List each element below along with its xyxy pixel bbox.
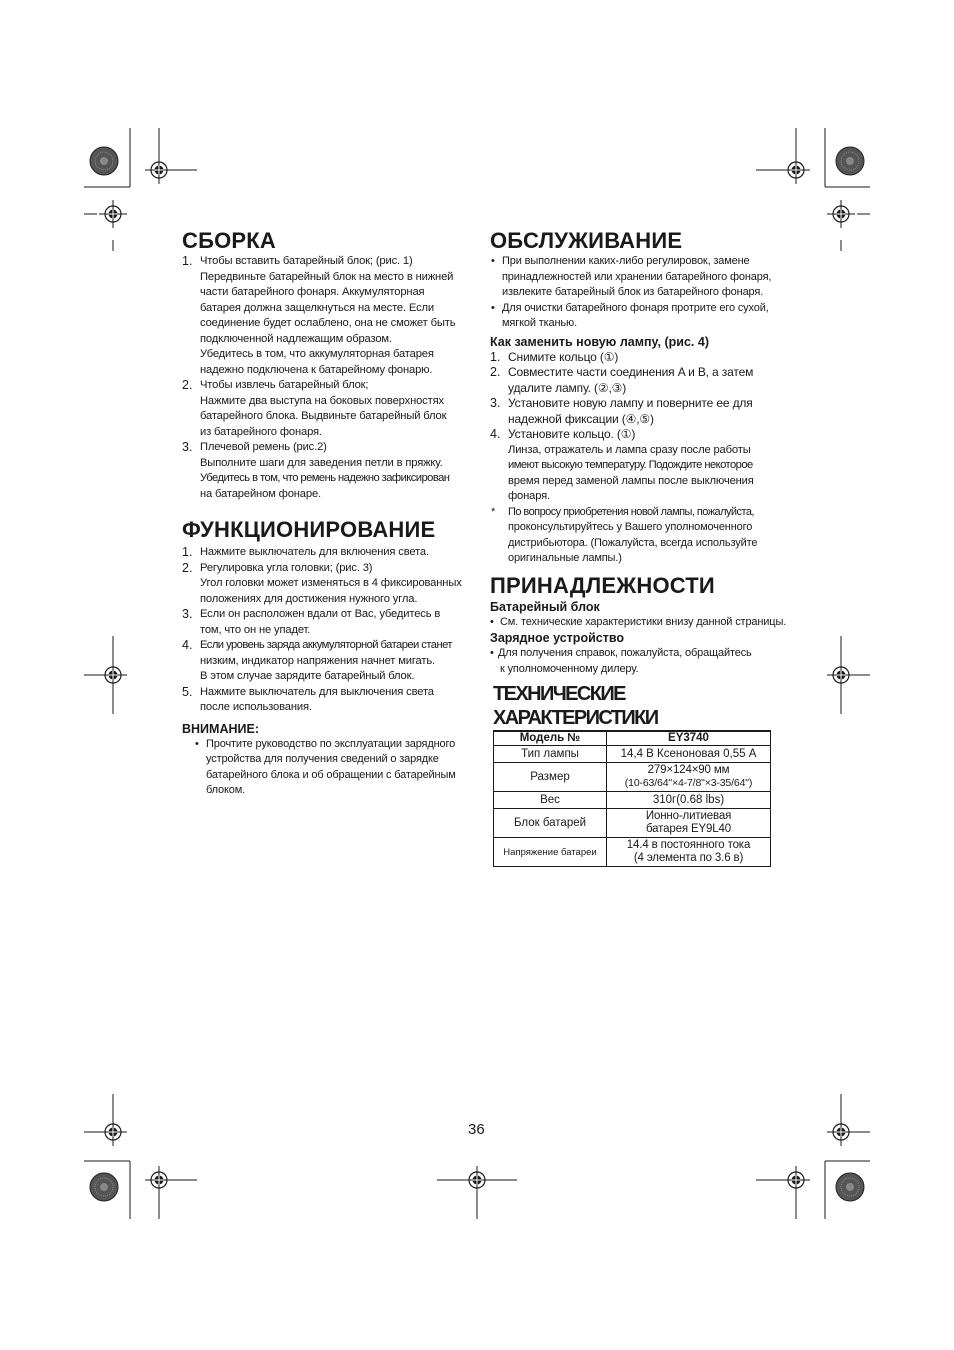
- text-line: Для очистки батарейного фонаря протрите его сухой,: [502, 301, 769, 314]
- text-line: блоком.: [206, 784, 246, 796]
- lamp-note-item: [490, 505, 776, 567]
- text-line: фонаря.: [508, 490, 551, 502]
- lamp-step-2: [490, 365, 776, 396]
- text-line: устройства для получения сведений о зарядке: [206, 753, 439, 765]
- text-line: Чтобы извлечь батарейный блок;: [200, 379, 369, 391]
- maintenance-bullets: [490, 254, 776, 332]
- text-line: из батарейного фонаря.: [200, 425, 322, 438]
- page-number: 36: [468, 1121, 485, 1138]
- text-line: Нажмите выключатель для включения света.: [200, 546, 429, 558]
- spec-value: [607, 792, 771, 809]
- text-line: дистрибьютора. (Пожалуйста, всегда используйте: [508, 536, 758, 549]
- text-line: принадлежностей или хранении батарейного фонаря,: [502, 270, 772, 283]
- text-line: мягкой тканью.: [502, 317, 578, 329]
- item-number: 2.: [490, 365, 501, 379]
- text-line: удалите лампу. (②,③): [508, 380, 627, 395]
- item-number: 3.: [182, 440, 193, 454]
- maintenance-bullet-2: [490, 301, 776, 332]
- item-number: 3.: [490, 396, 501, 410]
- spec-value-line: 279×124×90 мм: [647, 764, 730, 776]
- text-line: Плечевой ремень (рис.2): [200, 441, 327, 453]
- text-line: части батарейного фонаря. Аккумуляторная: [200, 286, 425, 298]
- item-number: 3.: [182, 607, 193, 621]
- item-number: 5.: [182, 684, 193, 699]
- asterisk-icon: *: [491, 505, 496, 518]
- specifications-table: [493, 730, 771, 867]
- text-line: Если уровень заряда аккумуляторной батареи станет: [200, 639, 452, 651]
- table-row: [494, 792, 771, 809]
- lamp-replacement-title: Как заменить новую лампу, (рис. 4): [490, 334, 709, 349]
- assembly-list: [182, 254, 468, 502]
- spec-label: Вес: [494, 792, 607, 809]
- text-line: Выполните шаги для заведения петли в пряжку.: [200, 456, 443, 469]
- text-line: проконсультируйтесь у Вашего уполномоченного: [508, 521, 753, 533]
- text-line: Нажмите выключатель для выключения света: [200, 685, 434, 698]
- spec-value: [607, 838, 771, 867]
- lamp-note: [490, 505, 776, 567]
- item-number: 2.: [182, 560, 193, 575]
- text-line: время перед заменой лампы после выключения: [508, 474, 754, 487]
- spec-value-line: (10-63/64"×4-7/8"×3-35/64"): [624, 777, 753, 789]
- table-row: [494, 838, 771, 867]
- text-line: надежной фиксации (④,⑤): [508, 411, 654, 426]
- spec-value-line: (4 элемента по 3.6 в): [633, 852, 744, 864]
- battery-pack-title: Батарейный блок: [490, 599, 600, 614]
- text-line: Для получения справок, пожалуйста, обращайтесь: [498, 647, 752, 659]
- lamp-step-1: [490, 350, 776, 366]
- lamp-step-3: [490, 396, 776, 427]
- text-line: после использования.: [200, 701, 312, 713]
- specifications-title: ТЕХНИЧЕСКИЕ ХАРАКТЕРИСТИКИ: [493, 683, 658, 729]
- text-line: соединение будет ослаблено, она не сможет быть: [200, 317, 456, 329]
- text-line: батарея должна защелкнуться на месте. Если: [200, 301, 435, 314]
- text-line: Установите новую лампу и поверните ее для: [508, 396, 753, 410]
- text-line: батарейного блока. Выдвиньте батарейный блок: [200, 410, 447, 422]
- spec-value-line: батарея EY9L40: [645, 823, 732, 835]
- text-line: надежно подключена к батарейному фонарю.: [200, 363, 433, 376]
- text-line: Совместите части соединения A и B, а затем: [508, 365, 754, 379]
- maintenance-bullet-1: [490, 254, 776, 301]
- operation-item-3: [182, 607, 468, 638]
- lamp-step-4: [490, 427, 776, 505]
- item-number: 4.: [490, 427, 501, 441]
- accessories-title: ПРИНАДЛЕЖНОСТИ: [490, 572, 715, 598]
- text-line: Прочтите руководство по эксплуатации зарядного: [206, 737, 456, 750]
- spec-value-line: 14.4 в постоянного тока: [626, 839, 751, 851]
- text-line: на батарейном фонаре.: [200, 487, 321, 500]
- text-line: Угол головки может изменяться в 4 фиксированных: [200, 577, 462, 589]
- operation-item-5: [182, 685, 468, 716]
- spec-value: [607, 809, 771, 838]
- spec-value-line: 310г(0.68 lbs): [652, 793, 725, 806]
- table-row: [494, 763, 771, 792]
- text-line: Нажмите два выступа на боковых поверхностях: [200, 394, 444, 407]
- operation-item-2: [182, 561, 468, 608]
- bullet-icon: •: [490, 647, 494, 659]
- text-line: батарейного блока и об обращении с батарейным: [206, 768, 456, 781]
- charger-title: Зарядное устройство: [490, 631, 624, 645]
- left-column: [182, 228, 468, 799]
- text-line: Чтобы вставить батарейный блок; (рис. 1): [200, 255, 413, 267]
- text-line: том, что он не упадет.: [200, 623, 311, 636]
- operation-item-1: [182, 545, 468, 561]
- maintenance-title: ОБСЛУЖИВАНИЕ: [490, 228, 683, 253]
- text-line: имеют высокую температуру. Подождите некоторое: [508, 459, 753, 471]
- color-target-icon: [90, 147, 118, 175]
- text-line: извлеките батарейный блок из батарейного фонаря.: [502, 286, 764, 298]
- spec-label: Тип лампы: [494, 746, 607, 763]
- text-line: Передвиньте батарейный блок на место в нижней: [200, 270, 454, 283]
- text-line: Снимите кольцо (①): [508, 349, 619, 364]
- assembly-item-1: [182, 254, 468, 378]
- battery-pack-item: [490, 615, 787, 631]
- header-model-label: Модель №: [494, 731, 607, 746]
- text-line: низким, индикатор напряжения начнет мигать.: [200, 654, 435, 667]
- text-line: Линза, отражатель и лампа сразу после работы: [508, 443, 751, 456]
- text-line: подключенной надлежащим образом.: [200, 332, 392, 345]
- text-line: По вопросу приобретения новой лампы, пожалуйста,: [508, 505, 754, 518]
- spec-label: Напряжение батареи: [494, 838, 607, 867]
- text-line: Убедитесь в том, что аккумуляторная батарея: [200, 348, 434, 360]
- text-line: к уполномоченному дилеру.: [500, 662, 639, 675]
- text-line: Регулировка угла головки; (рис. 3): [200, 561, 373, 574]
- operation-title: ФУНКЦИОНИРОВАНИЕ: [182, 517, 436, 542]
- item-number: 1.: [182, 545, 193, 559]
- item-number: 4.: [182, 638, 193, 652]
- operation-item-4: [182, 638, 468, 685]
- header-model-value: EY3740: [607, 731, 771, 746]
- spec-value-line: 14,4 В Ксеноновая 0,55 A: [620, 747, 757, 760]
- table-row: [494, 746, 771, 763]
- spec-value-line: Ионно-литиевая: [645, 810, 732, 822]
- item-number: 1.: [182, 254, 193, 268]
- text-line: Убедитесь в том, что ремень надежно зафиксирован: [200, 472, 450, 484]
- spec-value: [607, 763, 771, 792]
- spec-value: [607, 746, 771, 763]
- assembly-item-2: [182, 378, 468, 440]
- bullet-icon: •: [195, 737, 198, 750]
- operation-list: [182, 545, 468, 716]
- right-column: [490, 228, 787, 867]
- spec-label: Размер: [494, 763, 607, 792]
- bullet-icon: •: [491, 301, 495, 314]
- item-number: 2.: [182, 378, 193, 392]
- item-number: 1.: [490, 349, 501, 364]
- text-line: См. технические характеристики внизу данной страницы.: [500, 615, 787, 628]
- charger-list: [490, 646, 776, 677]
- caution-list: [194, 737, 468, 799]
- assembly-item-3: [182, 440, 468, 502]
- bullet-icon: •: [490, 615, 494, 628]
- assembly-title: СБОРКА: [182, 228, 277, 253]
- bullet-icon: •: [491, 255, 495, 267]
- table-row: [494, 809, 771, 838]
- caution-item: [194, 737, 468, 799]
- text-line: Установите кольцо. (①): [508, 427, 636, 441]
- spec-label: Блок батарей: [494, 809, 607, 838]
- text-line: оригинальные лампы.): [508, 552, 622, 564]
- text-line: В этом случае зарядите батарейный блок.: [200, 670, 415, 682]
- text-line: положениях для достижения нужного угла.: [200, 592, 418, 605]
- text-line: При выполнении каких-либо регулировок, замене: [502, 255, 750, 267]
- charger-item: [490, 646, 776, 677]
- caution-title: ВНИМАНИЕ:: [182, 721, 259, 736]
- text-line: Если он расположен вдали от Вас, убедитесь в: [200, 608, 441, 620]
- table-header-row: [494, 731, 771, 746]
- lamp-steps-list: [490, 350, 776, 505]
- battery-pack-list: [490, 615, 787, 631]
